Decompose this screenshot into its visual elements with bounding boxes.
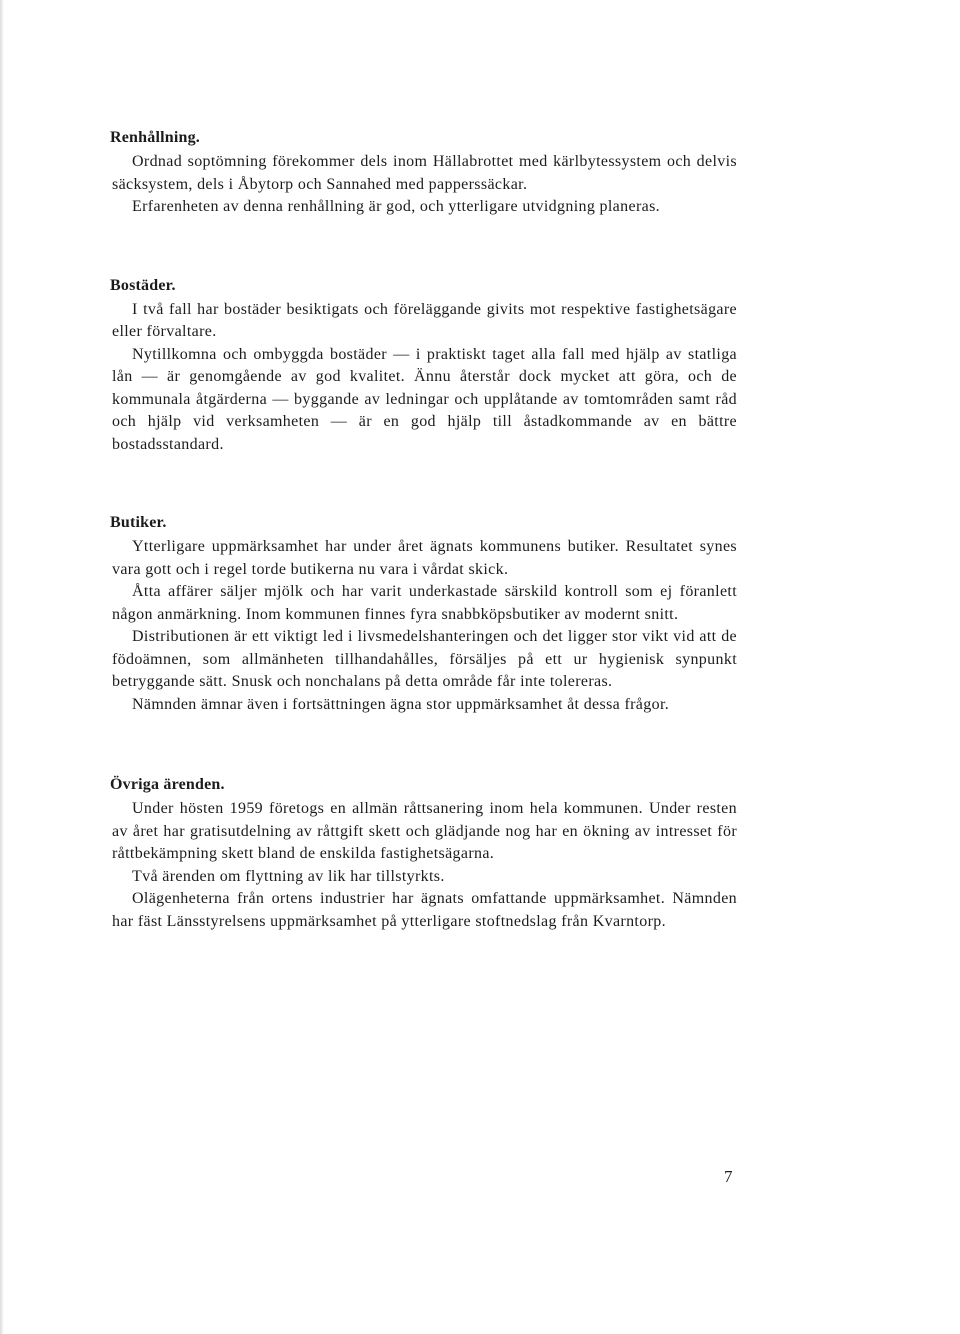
paragraph: Två ärenden om flyttning av lik har tillstyrkts. [132,867,445,885]
paragraph: Nytillkomna och ombyggda bostäder — i praktiskt taget alla fall med hjälp av statliga lån — är genomgående av god kvalitet. Ännu återstår dock mycket att göra, och de kommunala åtgärderna — byggande av ledningar och upplåtande av tomtområden samt råd och hjälp vid verksamheten — är en god hjälp till åstadkommande av en bättre bostadsstandard. [112,345,737,453]
section-renhallning [112,127,737,219]
section-heading: Övriga ärenden. [110,776,225,793]
paragraph: Distributionen är ett viktigt led i livsmedelshanteringen och det ligger stor vikt vid att de födoämnen, som allmänheten tillhandahålles, försäljes på ett ur hygienisk synpunkt betryggande sätt. Snusk och nonchalans på detta område får inte tolereras. [112,628,737,690]
scan-edge-shadow [0,0,4,1334]
section-butiker [112,512,737,716]
paragraph: Erfarenheten av denna renhållning är god, och ytterligare utvidgning planeras. [132,198,660,215]
page-number: 7 [724,1167,733,1186]
section-heading: Bostäder. [110,276,176,294]
paragraph: Under hösten 1959 företogs en allmän råttsanering inom hela kommunen. Under resten av året har gratisutdelning av råttgift skett och glädjande nog har en ökning av intresset för råttbekämpning skett bland de enskilda fastighetsägarna. [112,800,737,862]
paragraph: Nämnden ämnar även i fortsättningen ägna stor uppmärksamhet åt dessa frågor. [132,695,670,713]
paragraph: Olägenheterna från ortens industrier har ägnats omfattande uppmärksamhet. Nämnden har fäst Länsstyrelsens uppmärksamhet på ytterligare stoftnedslag från Kvarntorp. [112,890,737,930]
section-heading: Renhållning. [110,129,200,146]
section-bostader [112,275,737,457]
paragraph: I två fall har bostäder besiktigats och föreläggande givits mot respektive fastighetsägare eller förvaltare. [112,300,737,340]
paragraph: Ytterligare uppmärksamhet har under året ägnats kommunens butiker. Resultatet synes vara gott och i regel torde butikerna nu vara i vårdat skick. [112,538,737,578]
section-ovriga-arenden [112,774,737,933]
paragraph: Åtta affärer säljer mjölk och har varit underkastade särskild kontroll som ej föranlett någon anmärkning. Inom kommunen finnes fyra snabbköpsbutiker av modernt snitt. [112,583,737,623]
document-page [112,127,737,989]
section-heading: Butiker. [110,514,167,531]
paragraph: Ordnad soptömning förekommer dels inom Hällabrottet med kärlbytessystem och delvis säcksystem, dels i Åbytorp och Sannahed med papperssäckar. [112,153,737,193]
